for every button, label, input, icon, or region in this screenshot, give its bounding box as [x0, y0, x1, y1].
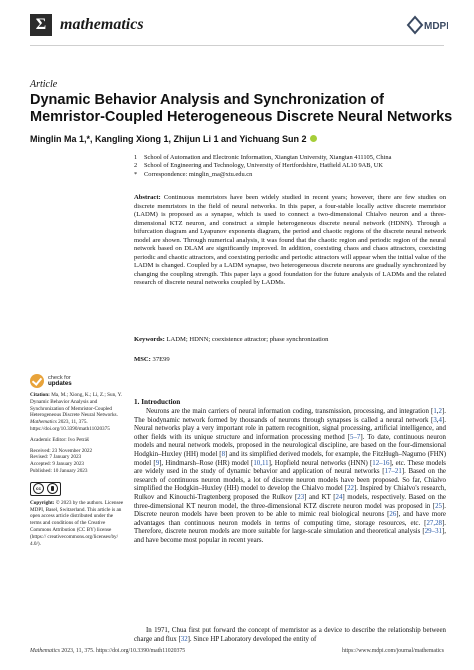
- by-attribution-icon: [47, 483, 58, 494]
- body-text: ], etc. These models are widely used in the study of dynamic behavior and application of neural networks [: [134, 459, 446, 476]
- check-for-updates-button[interactable]: [30, 373, 120, 389]
- citation-link[interactable]: 29–31: [424, 528, 442, 536]
- check-updates-line2: updates: [48, 380, 72, 387]
- keywords: [134, 336, 446, 345]
- citation-link[interactable]: 27,28: [426, 519, 442, 527]
- body-text: ] and its simplified derived models, for example, the FitzHugh–Nagumo (FHN) model [: [134, 450, 446, 467]
- citation-link[interactable]: 3: [433, 416, 437, 424]
- cc-icon: cc: [33, 483, 44, 494]
- citation-link[interactable]: 1: [433, 408, 437, 415]
- check-updates-text: [48, 375, 72, 388]
- affiliations: [134, 154, 454, 179]
- citation-link[interactable]: 4: [438, 416, 442, 424]
- affiliation-number: *: [134, 170, 138, 178]
- body-text: ]. Therefore, discrete neuron models are more suitable for large-scale simulation and theoretical analysis [: [134, 519, 446, 536]
- body-text: ,: [436, 408, 439, 415]
- article-title: Dynamic Behavior Analysis and Synchronization of Memristor-Coupled Heterogeneous Discrete Neural Networks: [30, 92, 453, 125]
- cc-by-license-badge[interactable]: [30, 482, 61, 496]
- footer-journal-url[interactable]: https://www.mdpi.com/journal/mathematics: [341, 648, 444, 654]
- journal-name[interactable]: mathematics: [60, 16, 144, 33]
- citation-link[interactable]: 2: [438, 408, 442, 415]
- body-text: In 1971, Chua first put forward the concept of memristor as a device to describe the relationship between charge and flux [: [134, 627, 446, 643]
- citation-link[interactable]: 9: [155, 459, 160, 467]
- affiliation-text: School of Automation and Electronic Information, Xiangtan University, Xiangtan 411105, China: [144, 154, 392, 161]
- msc: [134, 356, 446, 363]
- msc-text: 37E99: [152, 356, 170, 363]
- article-sidebar: [30, 392, 124, 547]
- page-footer: [30, 648, 444, 654]
- citation-link[interactable]: 5–7: [350, 433, 361, 441]
- revised-date: Revised: 7 January 2023: [30, 454, 82, 461]
- body-text: ], Hindmarsh–Rose (HR) model [: [159, 459, 254, 467]
- copyright-label: Copyright:: [30, 499, 55, 506]
- citation-journal: Mathematics: [30, 419, 57, 426]
- header-divider: [30, 45, 444, 46]
- copyright-block: [30, 500, 124, 548]
- footer-citation-rest[interactable]: 2023, 11, 375. https://doi.org/10.3390/math11020375: [61, 648, 186, 654]
- citation-doi[interactable]: 2023, 11, 375. https://doi.org/10.3390/math11020375: [30, 419, 110, 432]
- intro-paragraph-1: [134, 408, 446, 546]
- body-text: ], and have more advantages than continuous neuron models in terms of computing time, storage resources, etc. [: [134, 511, 446, 527]
- body-text: ]. The biodynamic network formed by thousands of neurons through synapses is called a neural network [: [134, 408, 446, 424]
- affiliation-2: [134, 162, 454, 170]
- affiliation-text: School of Engineering and Technology, University of Hertfordshire, Hatfield AL10 9AB, UK: [144, 162, 383, 170]
- body-text: ]. Since HP Laboratory developed the entity of: [187, 635, 317, 643]
- citation-link[interactable]: 23: [297, 493, 305, 501]
- body-text: ]. Inspired by Chialvo's research, Rulkov and Kinouchi-Tragtenberg proposed the Rulkov [: [134, 485, 446, 501]
- accepted-date: Accepted: 9 January 2023: [30, 461, 85, 468]
- mdpi-logo-icon[interactable]: [404, 14, 448, 36]
- msc-label: MSC:: [134, 356, 151, 363]
- mdpi-logo-text: MDPI: [424, 21, 448, 32]
- body-text: ] models, respectively. Based on the three-dimensional KT neuron model, the three-dimensional KTZ discrete neuron model was proposed in [: [134, 493, 446, 510]
- author-list: [30, 134, 450, 144]
- citation-link[interactable]: 32: [180, 635, 188, 643]
- intro-paragraph-2: [134, 627, 446, 644]
- body-text: ]. Discrete neuron models have been proven to be able to mimic real biological neurons [: [134, 502, 446, 519]
- citation-text: Ma, M.; Xiong, K.; Li, Z.; Sun, Y. Dynamic Behavior Analysis and Synchronization of Memristor-Coupled Heterogeneous Discrete Neural Networks.: [30, 392, 122, 419]
- citation-link[interactable]: 26: [389, 511, 397, 519]
- body-text: ,: [436, 416, 439, 424]
- affiliation-number: 2: [134, 162, 138, 170]
- affiliation-number: 1: [134, 154, 138, 161]
- check-updates-icon: [30, 374, 44, 388]
- citation-link[interactable]: 10,11: [253, 459, 269, 467]
- journal-logo-icon: Σ: [30, 14, 52, 36]
- citation-label: Citation:: [30, 392, 50, 398]
- keywords-text: LADM; HDNN; coexistence attractor; phase synchronization: [166, 336, 329, 343]
- abstract-label: Abstract:: [134, 194, 161, 201]
- citation-link[interactable]: 25: [435, 502, 442, 510]
- copyright-text: © 2023 by the authors. Licensee MDPI, Basel, Switzerland. This article is an open access article distributed under the terms and conditions of the Creative Commons Attribution (CC BY) license (https:// creativecommons.org/licenses/by/ 4.0/).: [30, 499, 124, 547]
- published-date: Published: 10 January 2023: [30, 467, 88, 474]
- body-text: ]. Based on the research of continuous neuron models, a lot of discrete neuron models have been proposed. So far, Chialvo simplified the Hodgkin–Huxley (HH) model to develop the Chialvo model [: [134, 468, 446, 493]
- citation-link[interactable]: 12–16: [372, 459, 390, 467]
- body-text: ]. To date, continuous neuron models and neural network models, proposed in the neurological discipline, are based on the four-dimensional Hodgkin–Huxley (HH) model [: [134, 433, 447, 458]
- body-text: ]. Neural networks play a very important role in pattern recognition, signal processing, artificial intelligence, and other fields with its unique structure and information processing method [: [134, 416, 446, 441]
- citation-block: [30, 392, 124, 433]
- citation-link[interactable]: 22: [347, 485, 354, 493]
- footer-citation: [30, 648, 185, 654]
- body-text: ], Hopfield neural networks (HNN) [: [268, 459, 373, 467]
- body-text: ] and KT [: [304, 493, 336, 501]
- section-heading-introduction: 1. Introduction: [134, 398, 181, 406]
- keywords-label: Keywords:: [134, 336, 165, 343]
- citation-link[interactable]: 24: [335, 493, 343, 501]
- received-date: Received: 23 November 2022: [30, 447, 93, 454]
- check-updates-line1: check for: [48, 374, 71, 381]
- abstract: [134, 194, 446, 288]
- academic-editor: Academic Editor: Ivo Petráš: [30, 436, 89, 443]
- footer-journal: Mathematics: [30, 648, 60, 654]
- correspondence: [134, 171, 454, 179]
- affiliation-1: [134, 154, 454, 162]
- body-text: ], and have become most popular in recent years.: [134, 528, 446, 544]
- orcid-icon[interactable]: [310, 135, 317, 142]
- author-names[interactable]: Minglin Ma 1,*, Kangling Xiong 1, Zhijun Li 1 and Yichuang Sun 2: [30, 134, 307, 144]
- abstract-text: Continuous memristors have been widely studied in recent years; however, there are few studies on discrete memristors in the field of neural networks. In this paper, a four-stable locally active discrete memristor (LADM) is proposed as a synapse, which is used to connect a two-dimensional Chialvo neuron and a three-dimensional KTZ neuron, and construct a simple heterogeneous discrete neural network (HDNN). Through a bifurcation diagram and Lyapunov exponents diagram, the period and chaotic regions of the discrete neural network model are shown. Through numerical analysis, it was found that the chaotic region and periodic region of the neural network based on DLAM are significantly improved. In addition, coexisting chaos and chaos attractors, coexisting periodic and chaotic attractors, and coexisting periodic and periodic attractors will appear when the initial value of the LADM is changed. Coupled by a LADM synapse, two heterogeneous discrete neurons are gradually synchronized by changing the coupling strength. This paper lays a good foundation for the future analysis of LADMs and the related research of discrete neural networks coupled by LADMs.: [134, 194, 446, 287]
- correspondence-email[interactable]: Correspondence: minglin_ma@xtu.edu.cn: [144, 170, 253, 178]
- citation-link[interactable]: 8: [221, 450, 226, 458]
- body-text: Neurons are the main carriers of neural information coding, transmission, processing, and integration [: [146, 408, 434, 415]
- article-type-label: Article: [30, 79, 58, 90]
- citation-link[interactable]: 17–21: [384, 468, 402, 476]
